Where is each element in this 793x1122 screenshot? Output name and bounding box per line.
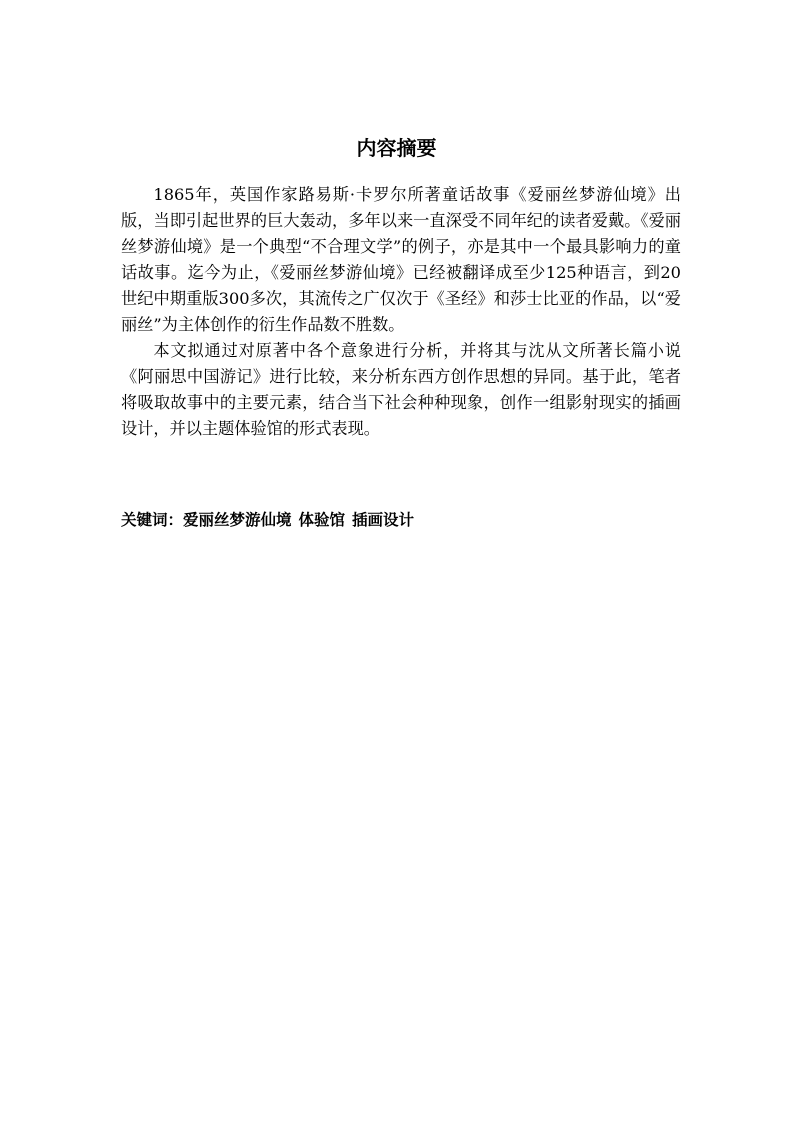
keywords-line bbox=[121, 507, 681, 533]
keyword-item: 爱丽丝梦游仙境 bbox=[183, 511, 292, 529]
abstract-paragraph-2: 本文拟通过对原著中各个意象进行分析，并将其与沈从文所著长篇小说《阿丽思中国游记》进行比较，来分析东西方创作思想的异同。基于此，笔者将吸取故事中的主要元素，结合当下社会种种现象，创作一组影射现实的插画设计，并以主题体验馆的形式表现。 bbox=[121, 341, 681, 438]
abstract-body bbox=[121, 182, 681, 442]
keyword-item: 体验馆 bbox=[298, 511, 346, 529]
abstract-title: 内容摘要 bbox=[356, 136, 437, 160]
keyword-item: 插画设计 bbox=[351, 511, 414, 529]
keywords-label: 关键词： bbox=[121, 511, 184, 529]
abstract-paragraph-1: 1865年，英国作家路易斯·卡罗尔所著童话故事《爱丽丝梦游仙境》出版，当即引起世界的巨大轰动，多年以来一直深受不同年纪的读者爱戴。《爱丽丝梦游仙境》是一个典型“不合理文学”的例子，亦是其中一个最具影响力的童话故事。迄今为止，《爱丽丝梦游仙境》已经被翻译成至少125种语言，到20世纪中期重版300多次，其流传之广仅次于《圣经》和莎士比亚的作品，以“爱丽丝”为主体创作的衍生作品数不胜数。 bbox=[121, 185, 681, 334]
